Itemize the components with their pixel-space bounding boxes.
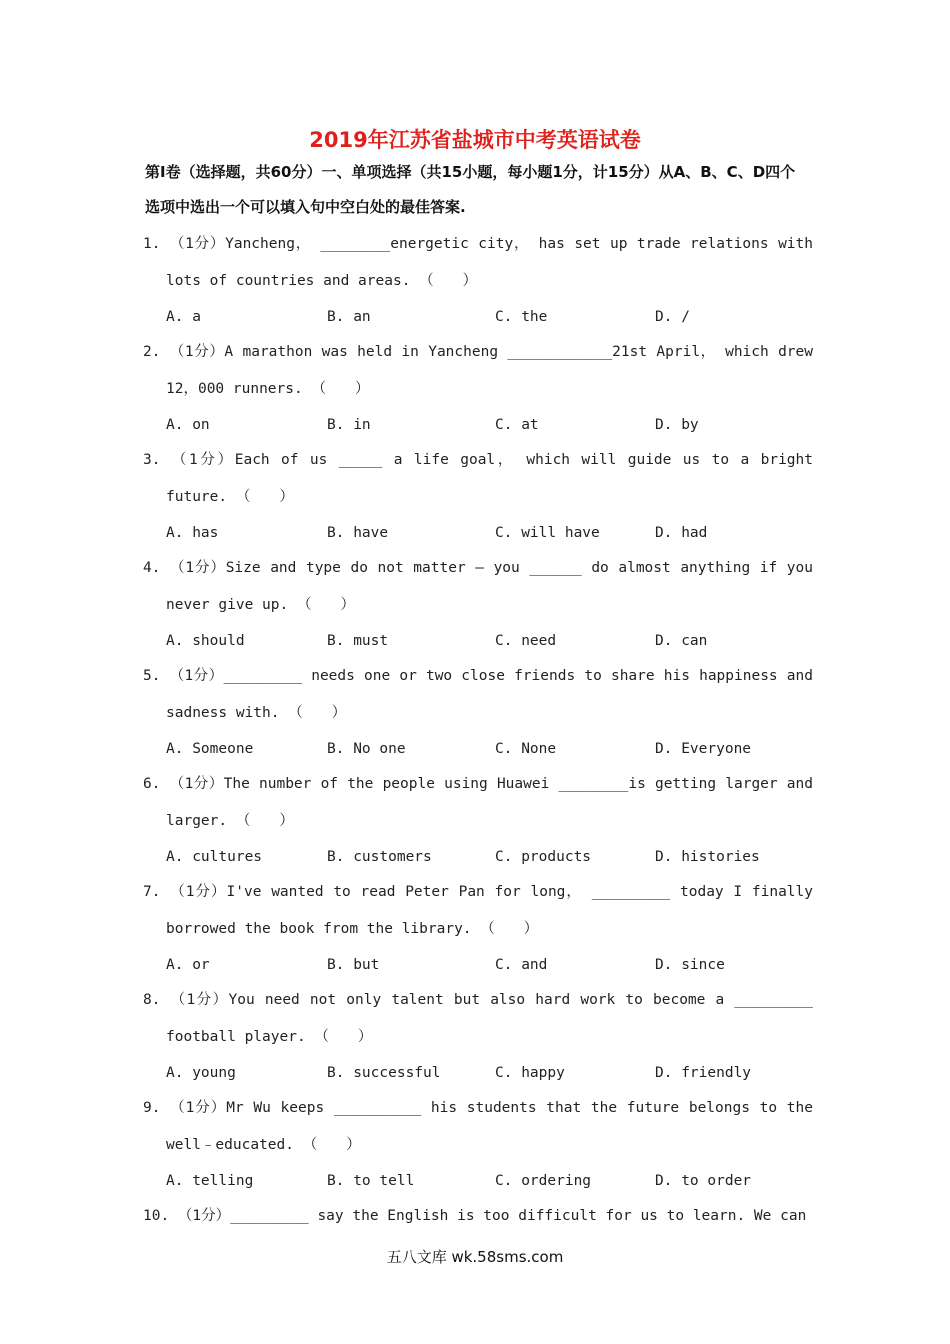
answer-options (143, 300, 813, 334)
question-4 (143, 550, 813, 658)
question-3 (143, 442, 813, 550)
question-6 (143, 766, 813, 874)
question-stem: 8. （1分）You need not only talent but also hard work to become a _________ football player. （ ） (143, 992, 813, 1045)
option-a: A. should (166, 633, 245, 649)
option-a: A. Someone (166, 741, 254, 757)
option-c: C. None (495, 741, 557, 757)
option-a: A. cultures (166, 849, 263, 865)
option-c: C. and (495, 957, 548, 973)
question-stem: 4. （1分）Size and type do not matter – you ______ do almost anything if you never give up. （ ） (143, 560, 813, 613)
question-1 (143, 226, 813, 334)
option-d: D. Everyone (655, 741, 752, 757)
answer-options (143, 1164, 813, 1198)
option-b: B. an (327, 309, 371, 325)
option-c: C. need (495, 633, 557, 649)
option-d: D. had (655, 525, 708, 541)
option-b: B. customers (327, 849, 432, 865)
question-list (143, 226, 813, 1235)
option-b: B. No one (327, 741, 406, 757)
footer-watermark: 五八文库 wk.58sms.com (386, 1248, 564, 1266)
option-c: C. products (495, 849, 592, 865)
option-c: C. happy (495, 1065, 565, 1081)
exam-title: 2019年江苏省盐城市中考英语试卷 (309, 128, 641, 152)
question-stem: 10. （1分）_________ say the English is too difficult for us to learn. We can (143, 1208, 807, 1224)
option-a: A. on (166, 417, 210, 433)
question-stem: 5. （1分）_________ needs one or two close friends to share his happiness and sadness with. （ ） (143, 668, 813, 721)
answer-options (143, 408, 813, 442)
question-2 (143, 334, 813, 442)
option-d: D. friendly (655, 1065, 752, 1081)
answer-options (143, 1056, 813, 1090)
option-c: C. ordering (495, 1173, 592, 1189)
question-5 (143, 658, 813, 766)
answer-options (143, 840, 813, 874)
option-d: D. / (655, 309, 690, 325)
option-b: B. in (327, 417, 371, 433)
option-a: A. or (166, 957, 210, 973)
option-c: C. will have (495, 525, 600, 541)
option-b: B. to tell (327, 1173, 415, 1189)
option-d: D. since (655, 957, 725, 973)
option-a: A. young (166, 1065, 236, 1081)
question-stem: 2. （1分）A marathon was held in Yancheng ____________21st April， which drew 12，000 runners. （ ） (143, 344, 813, 397)
option-d: D. to order (655, 1173, 752, 1189)
question-9 (143, 1090, 813, 1198)
answer-options (143, 732, 813, 766)
option-d: D. by (655, 417, 699, 433)
option-d: D. can (655, 633, 708, 649)
option-b: B. successful (327, 1065, 441, 1081)
question-stem: 9. （1分）Mr Wu keeps __________ his students that the future belongs to the well﹣educated. （ ） (143, 1100, 813, 1153)
question-stem: 1. （1分）Yancheng， ________energetic city， has set up trade relations with lots of countries and areas. （ ） (143, 236, 813, 289)
answer-options (143, 948, 813, 982)
answer-options (143, 624, 813, 658)
option-c: C. at (495, 417, 539, 433)
question-8 (143, 982, 813, 1090)
question-stem: 6. （1分）The number of the people using Huawei ________is getting larger and larger. （ ） (143, 776, 813, 829)
option-a: A. a (166, 309, 201, 325)
option-a: A. telling (166, 1173, 254, 1189)
option-b: B. but (327, 957, 380, 973)
question-10 (143, 1198, 813, 1235)
option-b: B. must (327, 633, 389, 649)
option-c: C. the (495, 309, 548, 325)
option-b: B. have (327, 525, 389, 541)
section-header: 第Ⅰ卷（选择题，共60分）一、单项选择（共15小题，每小题1分，计15分）从A、B、C、D四个选项中选出一个可以填入句中空白处的最佳答案. (145, 163, 796, 216)
option-a: A. has (166, 525, 219, 541)
answer-options (143, 516, 813, 550)
question-stem: 7. （1分）I've wanted to read Peter Pan for long， _________ today I finally borrowed the book from the library. （ ） (143, 884, 813, 937)
question-stem: 3. （1分）Each of us _____ a life goal， which will guide us to a bright future. （ ） (143, 452, 813, 505)
question-7 (143, 874, 813, 982)
option-d: D. histories (655, 849, 760, 865)
